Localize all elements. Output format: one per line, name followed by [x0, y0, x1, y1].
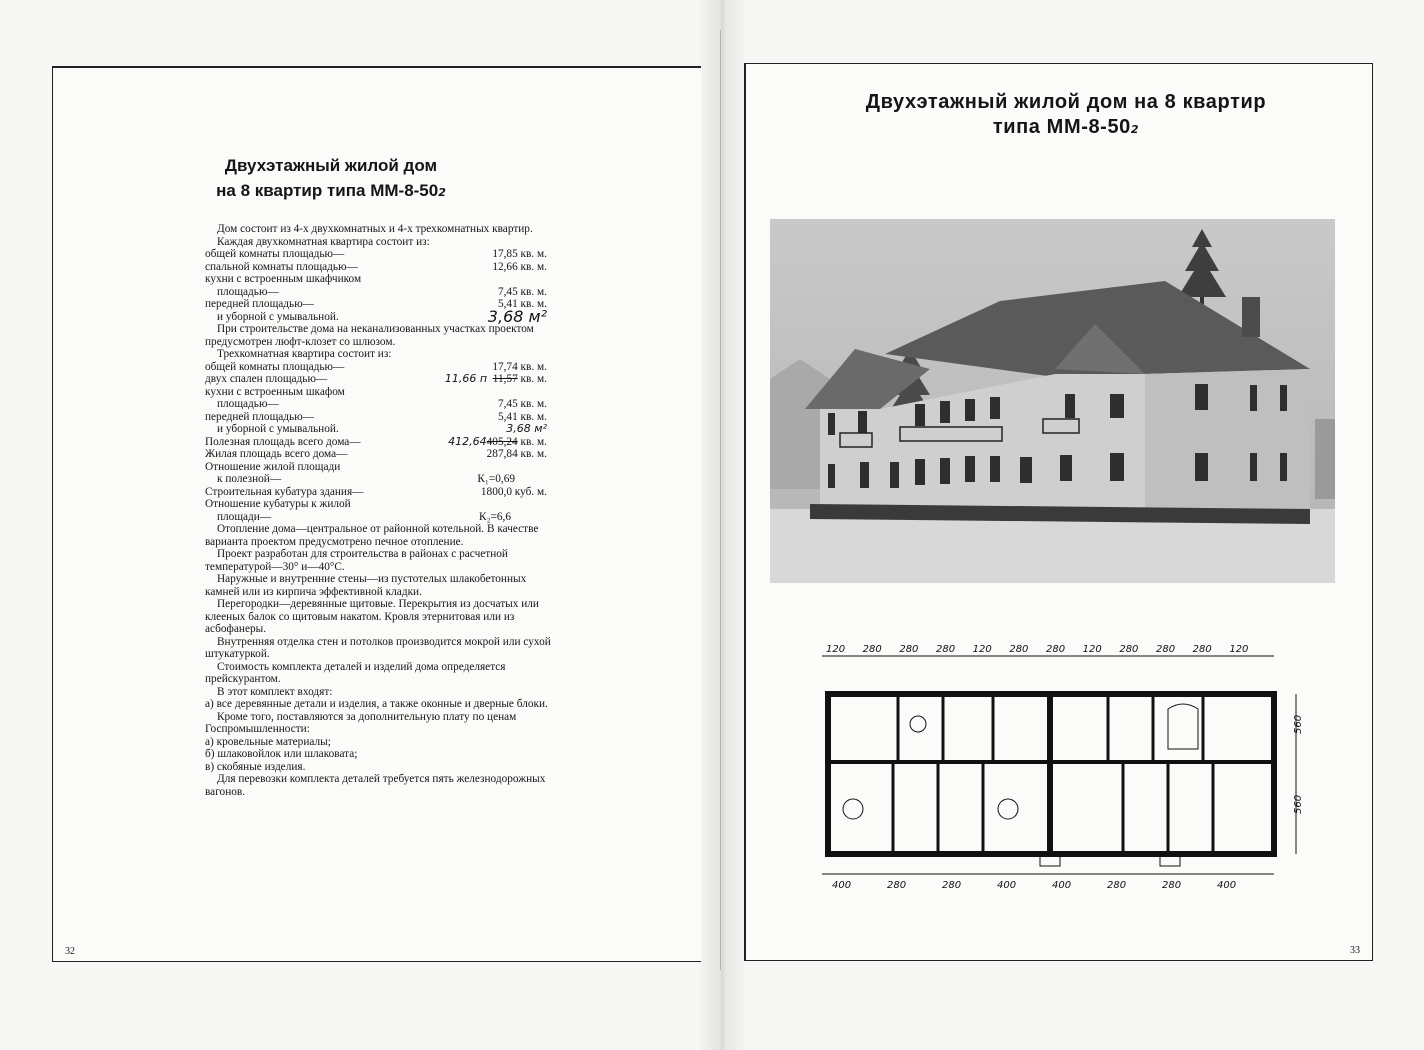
plan-dimension-label: 560	[1293, 794, 1304, 814]
two-room-row: спальной комнаты площадью— 12,66 кв. м.	[205, 260, 547, 273]
plan-dimension-label: 280	[1192, 644, 1212, 655]
cost-paragraph: Стоимость комплекта деталей и изделий дома определяется прейскурантом.	[205, 660, 506, 685]
plan-dimension-label: 120	[1229, 644, 1249, 655]
right-title-line2: типа ММ-8-502	[992, 116, 1140, 138]
two-room-row: передней площадью— 5,41 кв. м.	[205, 298, 547, 310]
handwritten-title-mark-right: 2	[1130, 123, 1140, 136]
ratio1-row: к полезной— К₁=0,69	[217, 473, 515, 485]
three-room-heading: Трехкомнатная квартира состоит из:	[217, 348, 392, 360]
plan-dimension-label: 280	[1162, 880, 1182, 891]
volume-row: Строительная кубатура здания— 1800,0 куб. м.	[205, 485, 547, 498]
plan-dimension-label: 400	[1052, 880, 1072, 891]
three-room-row: площадью— 7,45 кв. м.	[217, 398, 547, 410]
handwritten-title-mark: 2	[438, 186, 446, 199]
transport-paragraph: Для перевозки комплекта деталей требуется пять железнодорожных вагонов.	[205, 773, 546, 798]
plan-dimension-label: 280	[1119, 644, 1139, 655]
two-room-row: площадью— 7,45 кв. м.	[217, 285, 547, 298]
plan-dimension-label: 400	[1217, 880, 1237, 891]
sewer-note: При строительстве дома на неканализованных участках проектом предусмотрен люфт-клозет со шлюзом.	[205, 323, 534, 348]
extra-heading: Кроме того, поставляются за дополнительную плату по ценам Госпромышленности:	[205, 710, 517, 735]
climate-paragraph: Проект разработан для строительства в районах с расчетной температурой—30° и—40°С.	[205, 548, 508, 573]
two-room-list	[205, 248, 555, 326]
plan-dimension-label: 400	[832, 880, 852, 891]
plan-dimension-label: 280	[899, 644, 919, 655]
intro-paragraph: Дом состоит из 4-х двухкомнатных и 4-х трехкомнатных квартир.	[217, 223, 533, 235]
plan-dimension-label: 280	[936, 644, 956, 655]
plan-dimension-label: 280	[862, 644, 882, 655]
left-page-title	[171, 153, 491, 205]
three-room-row: общей комнаты площадью— 17,74 кв. м.	[205, 360, 547, 373]
heating-paragraph: Отопление дома—центральное от районной котельной. В качестве варианта проектом предусмотрено печное отопление.	[205, 523, 539, 548]
finish-paragraph: Внутренняя отделка стен и потолков производится мокрой или сухой штукатуркой.	[205, 635, 551, 660]
plan-dimension-label: 280	[1107, 880, 1127, 891]
plan-dimension-label: 120	[972, 644, 992, 655]
two-room-row: кухни с встроенным шкафчиком	[205, 273, 362, 285]
book-spine	[700, 0, 744, 1050]
spine-fold-line	[720, 30, 721, 970]
kit-heading: В этот комплект входят:	[217, 685, 333, 698]
plan-dimension-label: 280	[1009, 644, 1029, 655]
plan-dimension-label: 560	[1293, 714, 1304, 734]
building-photo-illustration	[770, 219, 1335, 583]
ratio2-row: площади— К₂=6,6	[217, 510, 511, 523]
floor-plan	[808, 634, 1308, 894]
right-title-line1: Двухэтажный жилой дом на 8 квартир	[865, 91, 1267, 113]
three-room-row: двух спален площадью— 11,66 п 11,57 кв. м.	[205, 372, 547, 385]
page-number-left: 32	[65, 946, 75, 957]
plan-dimension-label: 120	[826, 644, 846, 655]
walls-paragraph: Наружные и внутренние стены—из пустотелых шлакобетонных камней или из кирпича эффективной кладки.	[205, 573, 527, 598]
plan-dimension-label: 120	[1082, 644, 1102, 655]
page-number-right: 33	[1350, 945, 1360, 956]
plan-dimension-label: 280	[1046, 644, 1066, 655]
three-room-list	[205, 361, 555, 436]
three-room-row: передней площадью— 5,41 кв. м.	[205, 410, 547, 423]
ratio2-label-a: Отношение кубатуры к жилой	[205, 498, 351, 510]
plan-dimension-label: 400	[997, 880, 1017, 891]
right-page-title	[806, 90, 1326, 142]
partitions-paragraph: Перегородки—деревянные щитовые. Перекрытия из досчатых или клееных балок со щитовым накатом. Кровля этернитовая или из асбофанеры.	[205, 598, 539, 635]
plan-dimension-label: 280	[942, 880, 962, 891]
plan-dimension-label: 280	[1156, 644, 1176, 655]
right-page	[744, 63, 1373, 961]
extra-item-c: в) скобяные изделия.	[205, 760, 306, 773]
building-photo	[770, 219, 1335, 583]
two-room-heading: Каждая двухкомнатная квартира состоит из:	[217, 235, 430, 248]
extra-item-a: а) кровельные материалы;	[205, 735, 331, 748]
floor-plan-drawing	[808, 634, 1308, 894]
kit-item-a: а) все деревянные детали и изделия, а также оконные и дверные блоки.	[205, 698, 548, 710]
two-room-row: общей комнаты площадью— 17,85 кв. м.	[205, 248, 547, 260]
living-area-row: Жилая площадь всего дома— 287,84 кв. м.	[205, 448, 547, 460]
extra-item-b: б) шлаковойлок или шлаковата;	[205, 748, 358, 760]
left-title-line2: на 8 квартир типа ММ-8-502	[216, 181, 446, 200]
three-room-row: и уборной с умывальной. 3,68 м²	[217, 422, 547, 435]
plan-dimension-label: 280	[887, 880, 907, 891]
left-title-line1: Двухэтажный жилой дом	[224, 156, 438, 175]
left-page	[52, 66, 701, 962]
ratio1-label-a: Отношение жилой площади	[205, 460, 341, 473]
three-room-row: кухни с встроенным шкафом	[205, 385, 345, 398]
description-text	[205, 223, 555, 798]
useful-area-row: Полезная площадь всего дома— 412,64405,24 кв. м.	[205, 434, 547, 448]
two-room-row: и уборной с умывальной. 3,68 м²	[217, 306, 547, 326]
